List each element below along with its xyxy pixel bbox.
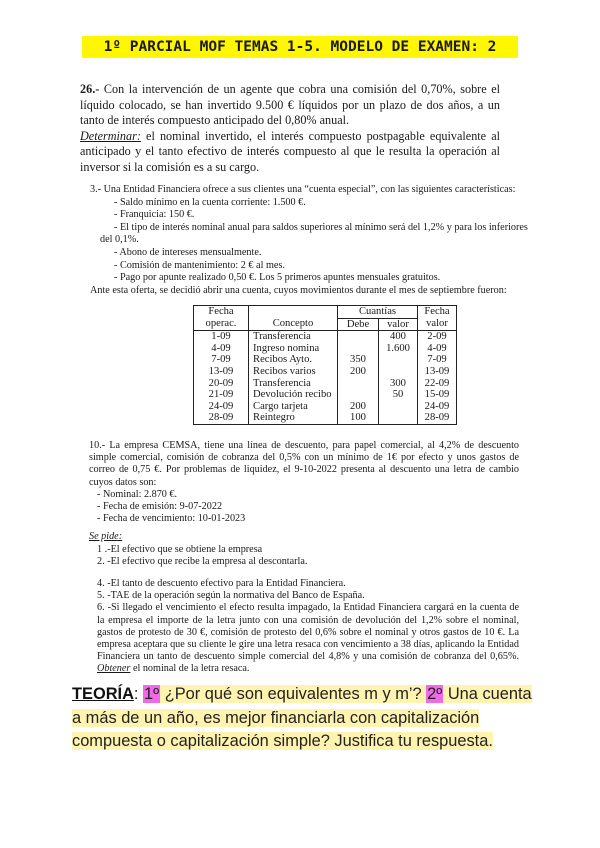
theory-question-2: Una cuenta a más de un año, es mejor financiarla con capitalización compuesta o capitalización simple? Justifica tu respuesta.: [72, 685, 532, 750]
cell-debe: [338, 389, 379, 401]
header-fecha-valor: Fecha: [418, 306, 457, 319]
header-fecha: Fecha: [194, 306, 249, 319]
cell-fecha: 1-09: [194, 331, 249, 343]
question-6-end: el nominal de la letra resaca.: [130, 663, 250, 675]
cell-debe: [338, 378, 379, 390]
cell-debe: [338, 331, 379, 343]
problem-26-number: 26.-: [80, 82, 100, 96]
cell-valor: 22-09: [418, 378, 457, 390]
movements-table: [193, 305, 457, 425]
table-subheader-row: [194, 318, 457, 331]
cell-debe: 350: [338, 354, 379, 366]
cell-fecha: 7-09: [194, 354, 249, 366]
header-cuantias: Cuantías: [338, 306, 418, 319]
letter-data-item: - Fecha de emisión: 9-07-2022: [97, 501, 223, 513]
theory-number-1: 1º: [144, 685, 160, 703]
cell-concepto: Transferencia: [249, 331, 338, 343]
table-row: [194, 343, 457, 355]
question-1: 1 .-El efectivo que se obtiene la empresa: [97, 543, 263, 555]
table-row: [194, 412, 457, 424]
se-pide-label: Se pide:: [89, 531, 123, 543]
question-5: 5. -TAE de la operación según la normativa del Banco de España.: [97, 590, 365, 602]
determinar-label: Determinar:: [80, 128, 141, 143]
letter-data-item: - Fecha de vencimiento: 10-01-2023: [97, 513, 246, 525]
problem-26-task-text: el nominal invertido, el interés compuesto postpagable equivalente al anticipado y el tanto efectivo de interés compuesto al que le resulta la operación al inversor si la comisión es a su cargo.: [80, 128, 500, 174]
cell-concepto: Ingreso nomina: [249, 343, 338, 355]
cell-debe: 200: [338, 366, 379, 378]
problem-26-task: [80, 129, 500, 176]
feature-item: - El tipo de interés nominal anual para saldos superiores al mínimo será del 1,2% y para los inferiores: [114, 221, 528, 233]
table-row: [194, 366, 457, 378]
header-valor-2: valor: [418, 318, 457, 331]
page-title: 1º PARCIAL MOF TEMAS 1-5. MODELO DE EXAMEN: 2: [82, 36, 518, 58]
cell-concepto: Cargo tarjeta: [249, 401, 338, 413]
problem-3-intro: 3.- Una Entidad Financiera ofrece a sus clientes una “cuenta especial”, con las siguientes características:: [90, 184, 516, 195]
cell-fecha: 4-09: [194, 343, 249, 355]
feature-item: - Saldo mínimo en la cuenta corriente: 1.500 €.: [114, 196, 306, 208]
question-2: 2. -El efectivo que recibe la empresa al descontarla.: [97, 555, 308, 567]
problem-10-intro: 10.- La empresa CEMSA, tiene una línea de descuento, para papel comercial, al 4,2% de descuento simple comercial, comisión de cobranza del 0,5% con un mínimo de 1€ por efecto y unos gastos de correo de 0,75 €. Por problemas de liquidez, el 9-10-2022 presenta al descuento una letra de cambio cuyos datos son:: [89, 440, 519, 488]
header-operac: operac.: [194, 318, 249, 331]
cell-haber: [379, 354, 418, 366]
header-concepto: Concepto: [249, 318, 338, 331]
table-header-row: [194, 306, 457, 319]
table-row: [194, 354, 457, 366]
feature-item: del 0,1%.: [100, 234, 139, 246]
letter-data-item: - Nominal: 2.870 €.: [97, 488, 178, 500]
cell-valor: 24-09: [418, 401, 457, 413]
theory-colon: :: [133, 685, 144, 703]
cell-haber: [379, 412, 418, 424]
cell-concepto: Reintegro: [249, 412, 338, 424]
cell-haber: [379, 366, 418, 378]
theory-question-1: ¿Por qué son equivalentes m y m’?: [160, 685, 427, 703]
cell-valor: 2-09: [418, 331, 457, 343]
cell-haber: 1.600: [379, 343, 418, 355]
problem-26-statement: [80, 82, 500, 129]
cell-concepto: Devolución recibo: [249, 389, 338, 401]
cell-fecha: 13-09: [194, 366, 249, 378]
theory-number-2: 2º: [427, 685, 443, 703]
cell-haber: 50: [379, 389, 418, 401]
header-debe: Debe: [338, 318, 379, 331]
cell-valor: 15-09: [418, 389, 457, 401]
cell-fecha: 28-09: [194, 412, 249, 424]
cell-haber: 400: [379, 331, 418, 343]
question-4: 4. -El tanto de descuento efectivo para la Entidad Financiera.: [97, 578, 346, 590]
cell-concepto: Recibos Ayto.: [249, 354, 338, 366]
header-valor: valor: [379, 318, 418, 331]
cell-fecha: 24-09: [194, 401, 249, 413]
cell-concepto: Transferencia: [249, 378, 338, 390]
table-row: [194, 378, 457, 390]
cell-debe: 200: [338, 401, 379, 413]
cell-debe: [338, 343, 379, 355]
question-6-text: 6. -Si llegado el vencimiento el efecto resulta impagado, la Entidad Financiera cargará en la cuenta de la empresa el importe de la letra junto con una comisión de devolución del 1,2% sobre el nominal, gastos de protesto de 30 €, comisión de protesto del 0,6% sobre el nominal y otros gastos de 10 €. La empresa aceptara que su cliente le gire una letra resaca con vencimiento a 38 días, aplicando la Entidad Financiera un tanto de descuento simple comercial del 4,8% y una comisión de cobranza del 0,65%.: [97, 602, 519, 663]
cell-valor: 7-09: [418, 354, 457, 366]
cell-valor: 13-09: [418, 366, 457, 378]
feature-item: - Comisión de mantenimiento: 2 € al mes.: [114, 259, 285, 271]
problem-3-outro: Ante esta oferta, se decidió abrir una cuenta, cuyos movimientos durante el mes de septiembre fueron:: [90, 284, 507, 296]
problem-26-text: Con la intervención de un agente que cobra una comisión del 0,70%, sobre el líquido colocado, se han invertido 9.500 € líquidos por un plazo de dos años, a un tanto de interés compuesto anticipado del 0,80% anual.: [80, 82, 500, 128]
cell-debe: 100: [338, 412, 379, 424]
cell-haber: [379, 401, 418, 413]
problem-10: [89, 440, 519, 676]
table-row: [194, 401, 457, 413]
feature-item: - Pago por apunte realizado 0,50 €. Los 5 primeros apuntes mensuales gratuitos.: [114, 272, 441, 284]
feature-item: - Abono de intereses mensualmente.: [114, 246, 262, 258]
problem-3: [90, 184, 528, 297]
cell-haber: 300: [379, 378, 418, 390]
obtener-label: Obtener: [97, 663, 131, 675]
problem-26: [80, 82, 500, 176]
cell-fecha: 20-09: [194, 378, 249, 390]
cell-valor: 28-09: [418, 412, 457, 424]
cell-fecha: 21-09: [194, 389, 249, 401]
cell-concepto: Recibos varios: [249, 366, 338, 378]
cell-valor: 4-09: [418, 343, 457, 355]
theory-label: TEORÍA: [72, 685, 134, 703]
feature-item: - Franquicia: 150 €.: [114, 209, 195, 221]
table-row: [194, 331, 457, 343]
table-row: [194, 389, 457, 401]
question-6: [89, 602, 519, 675]
theory-section: [72, 683, 532, 754]
